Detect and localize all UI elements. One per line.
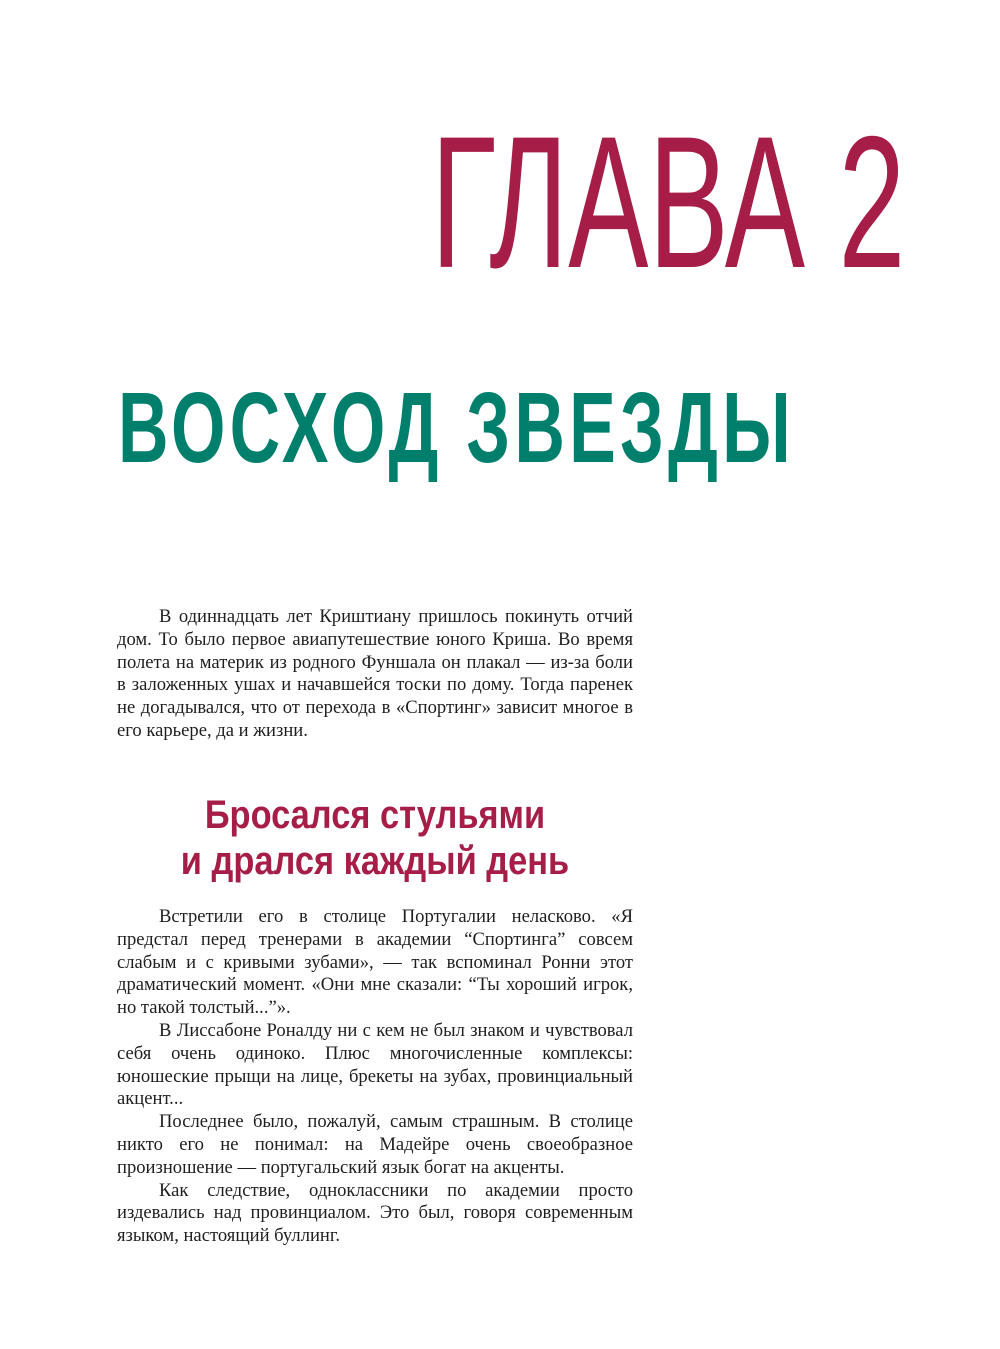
body-paragraph: В Лиссабоне Роналду ни с кем не был знаком и чувствовал себя очень одиноко. Плюс многочисленные комплексы: юношеские прыщи на лице, брекеты на зубах, провинциальный акцент...	[117, 1019, 633, 1110]
section-heading-line-1: Бросался стульями	[204, 793, 546, 837]
chapter-title: ВОСХОД ЗВЕЗДЫ	[118, 372, 795, 484]
section-heading-line-2: и дрался каждый день	[180, 839, 570, 883]
section-heading	[117, 792, 633, 884]
body-paragraph: Встретили его в столице Португалии неласково. «Я предстал перед тренерами в академии “Спортинга” совсем слабым и с кривыми зубами», — так вспоминал Ронни этот драматический момент. «Они мне сказали: “Ты хороший игрок, но такой толстый...”».	[117, 906, 633, 1019]
intro-paragraph: В одиннадцать лет Криштиану пришлось покинуть отчий дом. То было первое авиапутешествие юного Криша. Во время полета на материк из родного Фуншала он плакал — из-за боли в заложенных ушах и начавшейся тоски по дому. Тогда паренек не догадывался, что от перехода в «Спортинг» зависит многое в его карьере, да и жизни.	[117, 606, 633, 741]
body-paragraph: Последнее было, пожалуй, самым страшным. В столице никто его не понимал: на Мадейре очень своеобразное произношение — португальский язык богат на акценты.	[117, 1111, 633, 1178]
intro-text	[117, 606, 633, 743]
body-paragraph: Как следствие, одноклассники по академии просто издевались над провинциалом. Это был, говоря современным языком, настоящий буллинг.	[117, 1179, 633, 1247]
section-body	[117, 906, 633, 1248]
chapter-number: ГЛАВА 2	[430, 97, 905, 307]
